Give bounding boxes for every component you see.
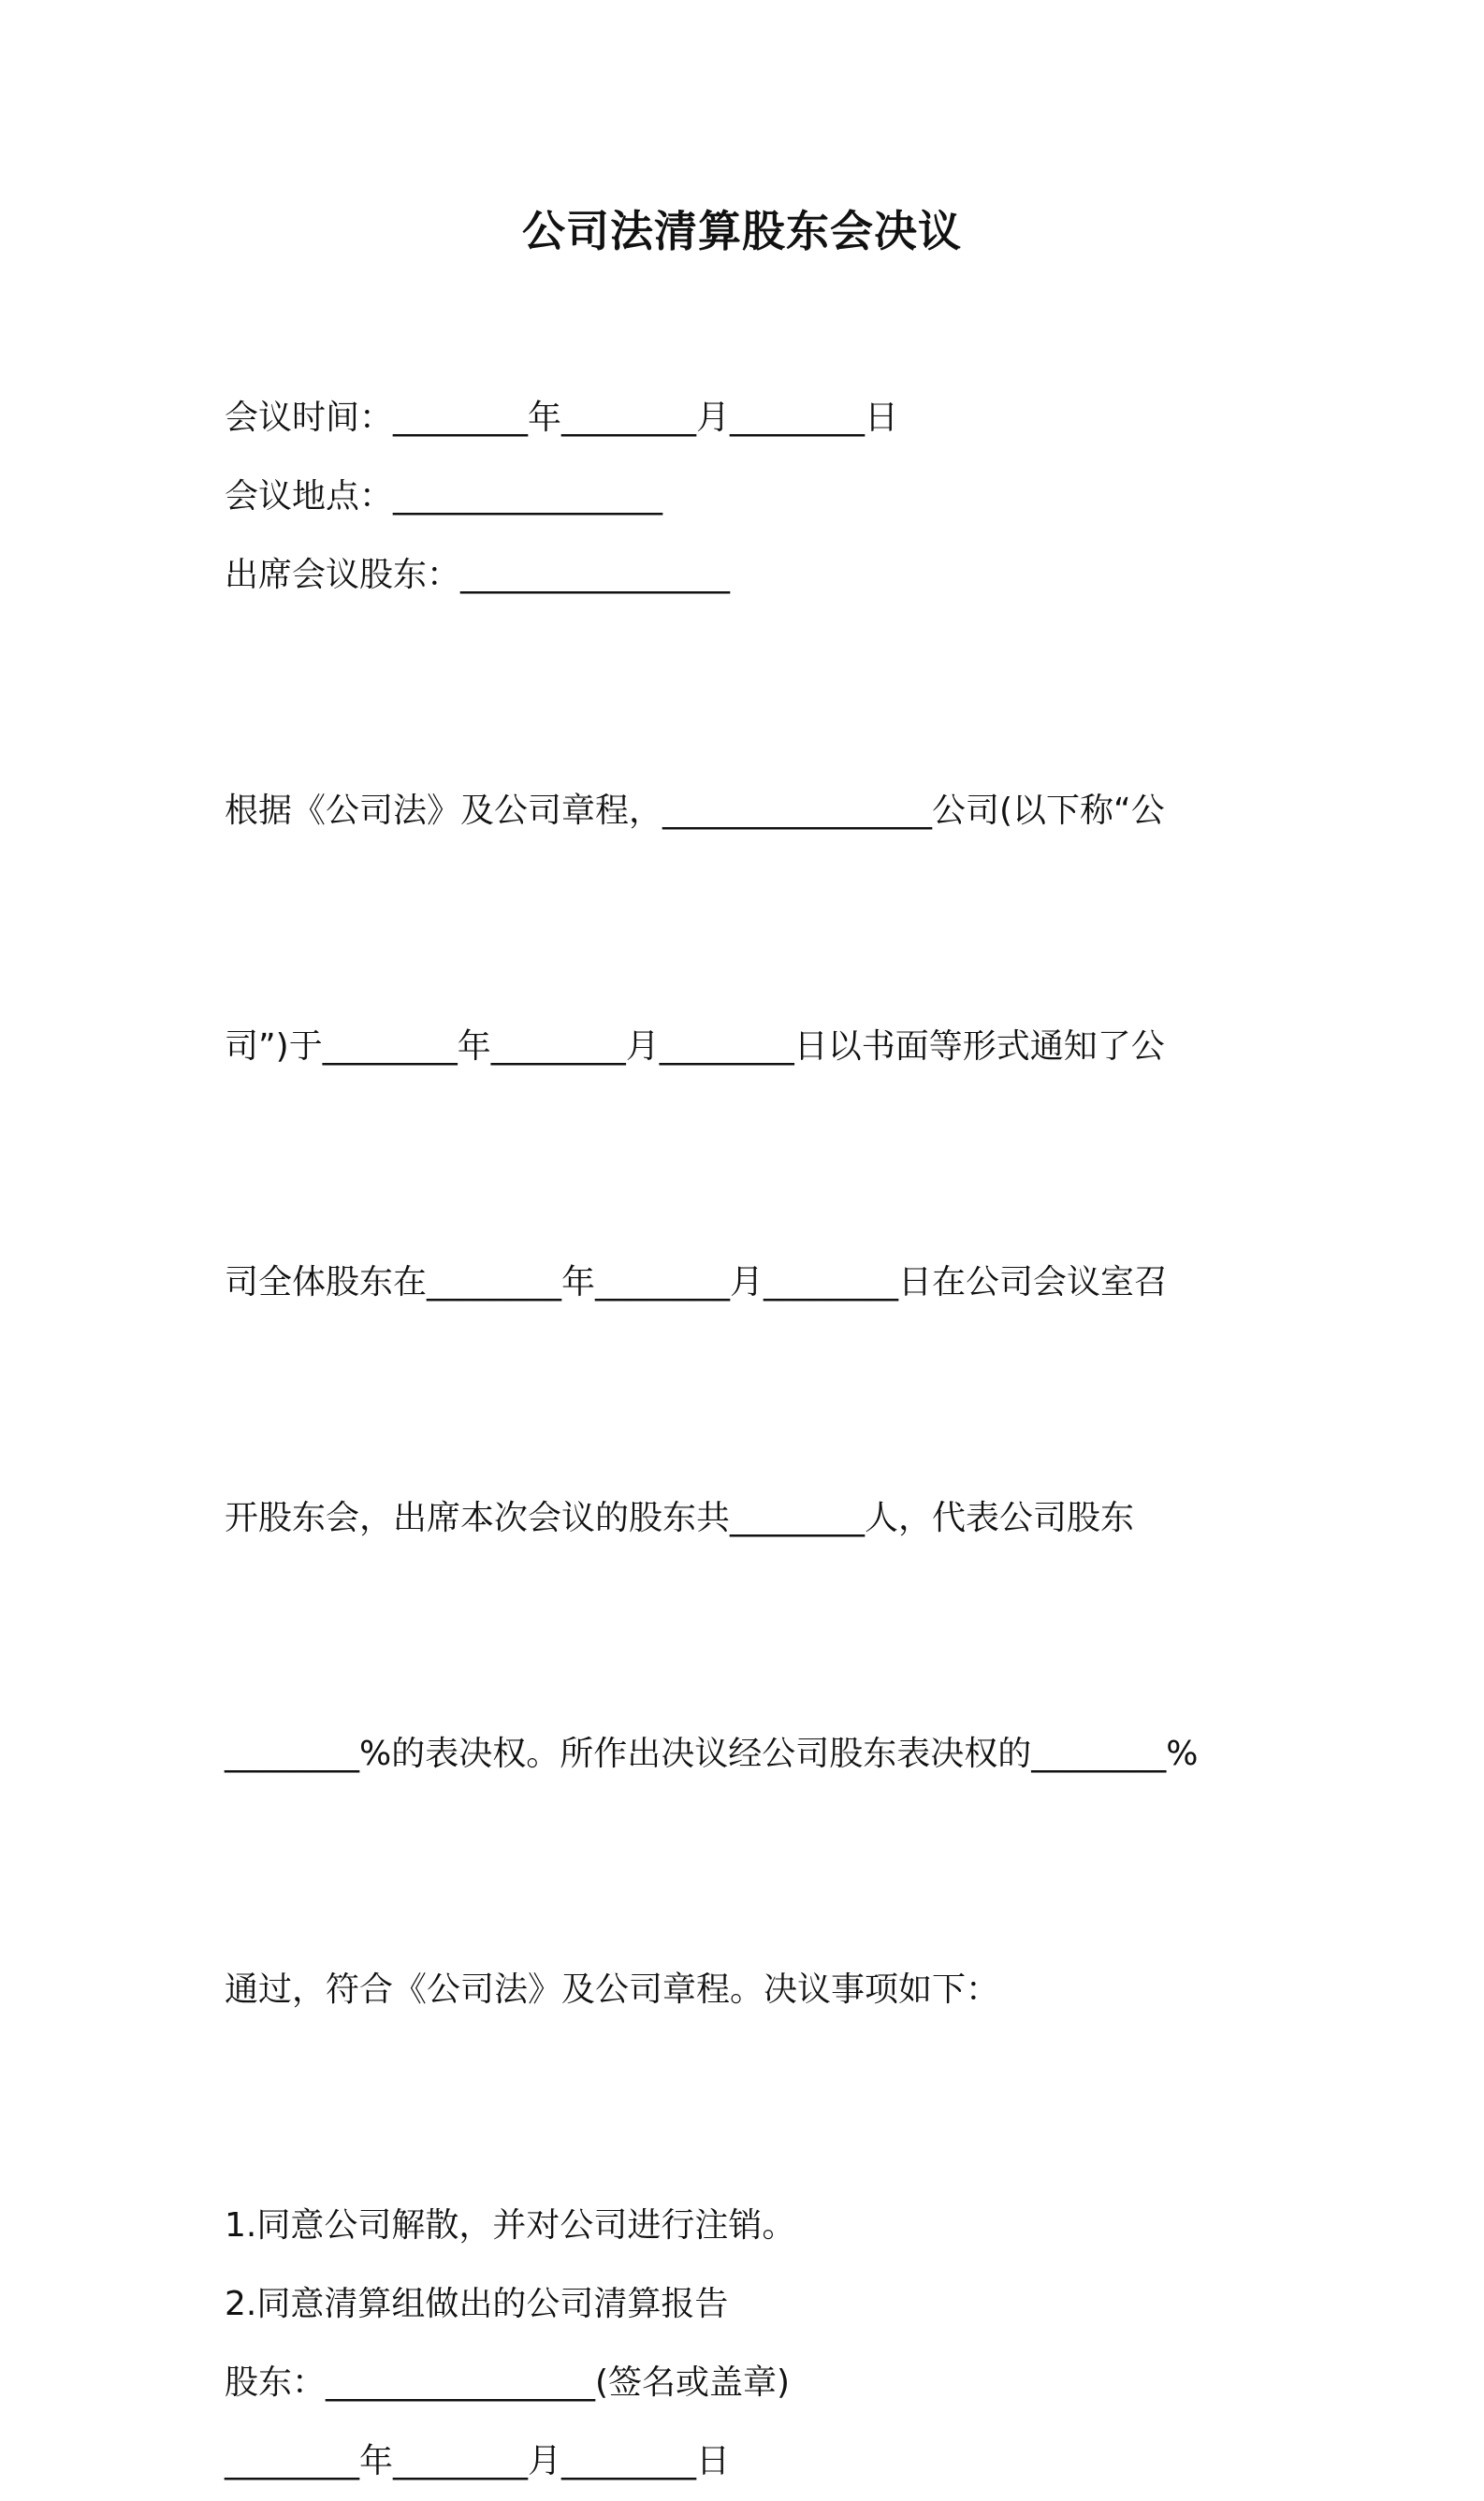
paragraph-line: 根据《公司法》及公司章程，________________公司(以下称“公 xyxy=(225,792,1165,830)
document-title: 公司法清算股东会决议 xyxy=(522,206,962,256)
paragraph-line: 司”)于________年________月________日以书面等形式通知了公 xyxy=(225,1027,1165,1066)
resolution-item-2: 2.同意清算组做出的公司清算报告 xyxy=(225,2285,729,2323)
meeting-time-field: 会议时间：________年________月________日 xyxy=(225,399,899,437)
paragraph-line: 司全体股东在________年________月________日在公司会议室召 xyxy=(225,1263,1169,1301)
meeting-paragraph xyxy=(225,615,1263,2187)
attending-shareholders-field: 出席会议股东：________________ xyxy=(225,556,731,594)
paragraph-line: 开股东会，出席本次会议的股东共________人，代表公司股东 xyxy=(225,1499,1135,1537)
resolution-item-1: 1.同意公司解散，并对公司进行注销。 xyxy=(225,2206,796,2245)
paragraph-line: 通过，符合《公司法》及公司章程。决议事项如下： xyxy=(225,1970,1000,2009)
shareholder-signature-field: 股东：________________(签名或盖章) xyxy=(225,2363,791,2402)
document-body xyxy=(225,379,1263,2501)
paragraph-line: ________%的表决权。所作出决议经公司股东表决权的________% xyxy=(225,1735,1199,1773)
signature-date-field: ________年________月________日 xyxy=(225,2442,730,2480)
meeting-place-field: 会议地点：________________ xyxy=(225,477,663,516)
